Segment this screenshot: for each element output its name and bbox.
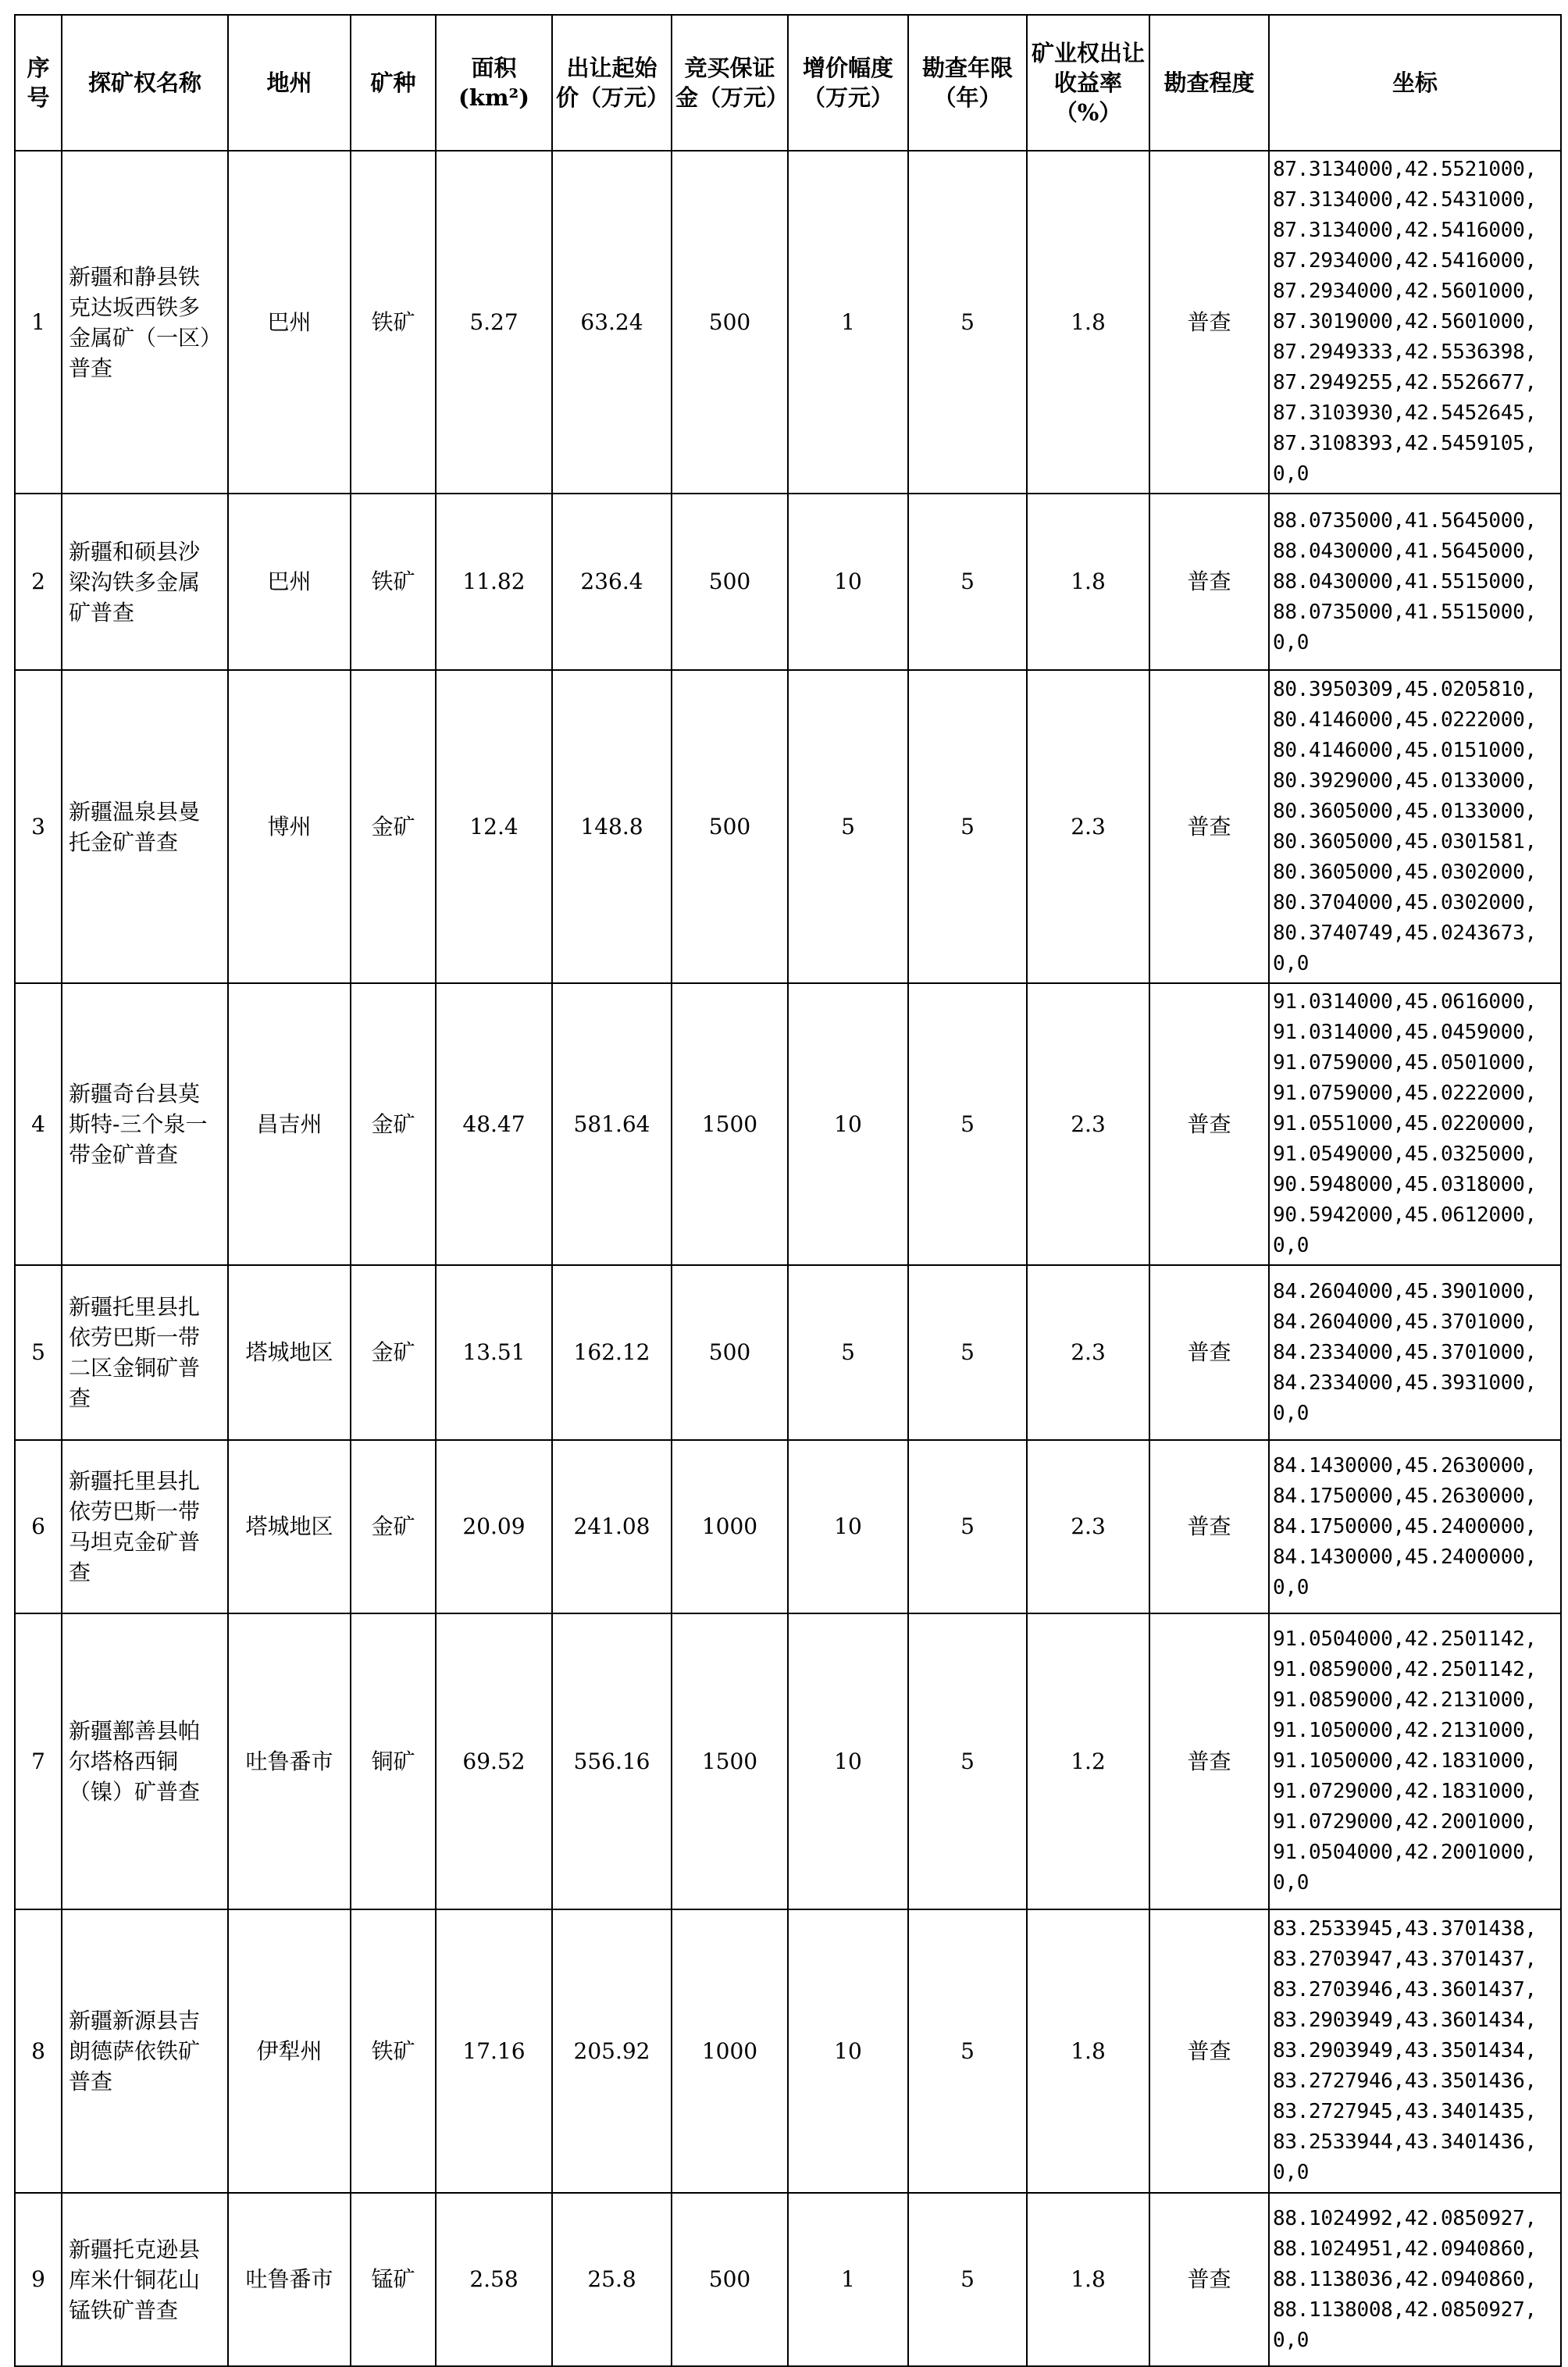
cell-seq: 4 <box>15 983 62 1265</box>
cell-coords: 91.0314000,45.0616000, 91.0314000,45.0459000, 91.0759000,45.0501000, 91.0759000,45.0222000, 91.0551000,45.0220000, 91.0549000,45.0325000, 90.5948000,45.0318000, 90.5942000,45.0612000, 0,0 <box>1269 983 1561 1265</box>
cell-name: 新疆和硕县沙梁沟铁多金属矿普查 <box>62 494 228 670</box>
cell-deposit: 500 <box>672 2193 788 2366</box>
cell-area: 11.82 <box>436 494 552 670</box>
cell-rate: 1.8 <box>1027 2193 1149 2366</box>
cell-start-price: 241.08 <box>552 1440 672 1613</box>
cell-coords: 87.3134000,42.5521000, 87.3134000,42.5431000, 87.3134000,42.5416000, 87.2934000,42.5416000, 87.2934000,42.5601000, 87.3019000,42.5601000, 87.2949333,42.5536398, 87.2949255,42.5526677, 87.3103930,42.5452645, 87.3108393,42.5459105, 0,0 <box>1269 151 1561 494</box>
cell-increment: 10 <box>788 1909 908 2193</box>
header-mineral: 矿种 <box>351 15 436 151</box>
table-row <box>15 1265 1561 1440</box>
cell-increment: 1 <box>788 2193 908 2366</box>
cell-mineral: 锰矿 <box>351 2193 436 2366</box>
cell-area: 13.51 <box>436 1265 552 1440</box>
cell-deposit: 500 <box>672 670 788 983</box>
cell-period: 5 <box>908 983 1027 1265</box>
table-row <box>15 1613 1561 1909</box>
cell-start-price: 148.8 <box>552 670 672 983</box>
table-row <box>15 494 1561 670</box>
cell-degree: 普查 <box>1149 151 1269 494</box>
cell-coords: 83.2533945,43.3701438, 83.2703947,43.3701437, 83.2703946,43.3601437, 83.2903949,43.3601434, 83.2903949,43.3501434, 83.2727946,43.3501436, 83.2727945,43.3401435, 83.2533944,43.3401436, 0,0 <box>1269 1909 1561 2193</box>
cell-prefecture: 伊犁州 <box>228 1909 351 2193</box>
cell-mineral: 金矿 <box>351 1440 436 1613</box>
header-start-price: 出让起始价（万元） <box>552 15 672 151</box>
cell-degree: 普查 <box>1149 1613 1269 1909</box>
mining-rights-table <box>14 14 1562 2367</box>
header-deposit: 竞买保证金（万元） <box>672 15 788 151</box>
cell-prefecture: 昌吉州 <box>228 983 351 1265</box>
cell-seq: 1 <box>15 151 62 494</box>
cell-increment: 10 <box>788 1613 908 1909</box>
cell-area: 17.16 <box>436 1909 552 2193</box>
header-row <box>15 15 1561 151</box>
cell-period: 5 <box>908 1613 1027 1909</box>
cell-deposit: 1500 <box>672 983 788 1265</box>
cell-period: 5 <box>908 151 1027 494</box>
cell-seq: 8 <box>15 1909 62 2193</box>
cell-coords: 88.0735000,41.5645000, 88.0430000,41.5645000, 88.0430000,41.5515000, 88.0735000,41.5515000, 0,0 <box>1269 494 1561 670</box>
header-increment: 增价幅度（万元） <box>788 15 908 151</box>
cell-mineral: 金矿 <box>351 1265 436 1440</box>
cell-prefecture: 吐鲁番市 <box>228 1613 351 1909</box>
cell-area: 5.27 <box>436 151 552 494</box>
cell-seq: 9 <box>15 2193 62 2366</box>
cell-coords: 84.1430000,45.2630000, 84.1750000,45.2630000, 84.1750000,45.2400000, 84.1430000,45.2400000, 0,0 <box>1269 1440 1561 1613</box>
cell-prefecture: 塔城地区 <box>228 1265 351 1440</box>
cell-area: 48.47 <box>436 983 552 1265</box>
cell-prefecture: 巴州 <box>228 151 351 494</box>
cell-rate: 1.8 <box>1027 151 1149 494</box>
cell-start-price: 556.16 <box>552 1613 672 1909</box>
cell-prefecture: 塔城地区 <box>228 1440 351 1613</box>
cell-degree: 普查 <box>1149 670 1269 983</box>
table-row <box>15 670 1561 983</box>
header-name: 探矿权名称 <box>62 15 228 151</box>
cell-coords: 84.2604000,45.3901000, 84.2604000,45.3701000, 84.2334000,45.3701000, 84.2334000,45.3931000, 0,0 <box>1269 1265 1561 1440</box>
cell-seq: 3 <box>15 670 62 983</box>
cell-deposit: 1500 <box>672 1613 788 1909</box>
table-row <box>15 151 1561 494</box>
cell-start-price: 236.4 <box>552 494 672 670</box>
table-row <box>15 1440 1561 1613</box>
cell-start-price: 162.12 <box>552 1265 672 1440</box>
cell-start-price: 581.64 <box>552 983 672 1265</box>
cell-area: 69.52 <box>436 1613 552 1909</box>
cell-seq: 2 <box>15 494 62 670</box>
cell-rate: 1.8 <box>1027 494 1149 670</box>
cell-rate: 1.8 <box>1027 1909 1149 2193</box>
cell-area: 2.58 <box>436 2193 552 2366</box>
cell-degree: 普查 <box>1149 494 1269 670</box>
cell-deposit: 500 <box>672 151 788 494</box>
cell-prefecture: 吐鲁番市 <box>228 2193 351 2366</box>
cell-mineral: 铜矿 <box>351 1613 436 1909</box>
cell-degree: 普查 <box>1149 2193 1269 2366</box>
cell-seq: 5 <box>15 1265 62 1440</box>
cell-rate: 1.2 <box>1027 1613 1149 1909</box>
cell-prefecture: 巴州 <box>228 494 351 670</box>
cell-increment: 10 <box>788 1440 908 1613</box>
cell-deposit: 500 <box>672 1265 788 1440</box>
header-rate: 矿业权出让收益率（%） <box>1027 15 1149 151</box>
cell-increment: 5 <box>788 1265 908 1440</box>
cell-increment: 5 <box>788 670 908 983</box>
cell-mineral: 金矿 <box>351 670 436 983</box>
cell-name: 新疆奇台县莫斯特-三个泉一带金矿普查 <box>62 983 228 1265</box>
cell-period: 5 <box>908 494 1027 670</box>
cell-rate: 2.3 <box>1027 1440 1149 1613</box>
cell-start-price: 205.92 <box>552 1909 672 2193</box>
cell-period: 5 <box>908 1909 1027 2193</box>
cell-increment: 10 <box>788 983 908 1265</box>
cell-name: 新疆托克逊县库米什铜花山锰铁矿普查 <box>62 2193 228 2366</box>
cell-name: 新疆温泉县曼托金矿普查 <box>62 670 228 983</box>
table-row <box>15 983 1561 1265</box>
cell-mineral: 铁矿 <box>351 494 436 670</box>
header-period: 勘查年限（年） <box>908 15 1027 151</box>
cell-degree: 普查 <box>1149 1440 1269 1613</box>
cell-coords: 88.1024992,42.0850927, 88.1024951,42.0940860, 88.1138036,42.0940860, 88.1138008,42.0850927, 0,0 <box>1269 2193 1561 2366</box>
header-coords: 坐标 <box>1269 15 1561 151</box>
table-row <box>15 1909 1561 2193</box>
cell-degree: 普查 <box>1149 1909 1269 2193</box>
cell-degree: 普查 <box>1149 1265 1269 1440</box>
cell-rate: 2.3 <box>1027 670 1149 983</box>
cell-area: 20.09 <box>436 1440 552 1613</box>
cell-mineral: 金矿 <box>351 983 436 1265</box>
table-row <box>15 2193 1561 2366</box>
cell-period: 5 <box>908 1265 1027 1440</box>
cell-coords: 80.3950309,45.0205810, 80.4146000,45.0222000, 80.4146000,45.0151000, 80.3929000,45.0133000, 80.3605000,45.0133000, 80.3605000,45.0301581, 80.3605000,45.0302000, 80.3704000,45.0302000, 80.3740749,45.0243673, 0,0 <box>1269 670 1561 983</box>
cell-increment: 10 <box>788 494 908 670</box>
cell-seq: 7 <box>15 1613 62 1909</box>
cell-increment: 1 <box>788 151 908 494</box>
header-seq: 序号 <box>15 15 62 151</box>
cell-area: 12.4 <box>436 670 552 983</box>
cell-start-price: 63.24 <box>552 151 672 494</box>
cell-rate: 2.3 <box>1027 983 1149 1265</box>
header-area: 面积(km²) <box>436 15 552 151</box>
cell-period: 5 <box>908 670 1027 983</box>
cell-deposit: 500 <box>672 494 788 670</box>
cell-name: 新疆鄯善县帕尔塔格西铜（镍）矿普查 <box>62 1613 228 1909</box>
cell-rate: 2.3 <box>1027 1265 1149 1440</box>
header-prefecture: 地州 <box>228 15 351 151</box>
cell-deposit: 1000 <box>672 1440 788 1613</box>
cell-degree: 普查 <box>1149 983 1269 1265</box>
cell-mineral: 铁矿 <box>351 151 436 494</box>
cell-name: 新疆托里县扎依劳巴斯一带马坦克金矿普查 <box>62 1440 228 1613</box>
header-degree: 勘查程度 <box>1149 15 1269 151</box>
cell-prefecture: 博州 <box>228 670 351 983</box>
cell-coords: 91.0504000,42.2501142, 91.0859000,42.2501142, 91.0859000,42.2131000, 91.1050000,42.2131000, 91.1050000,42.1831000, 91.0729000,42.1831000, 91.0729000,42.2001000, 91.0504000,42.2001000, 0,0 <box>1269 1613 1561 1909</box>
cell-seq: 6 <box>15 1440 62 1613</box>
cell-period: 5 <box>908 1440 1027 1613</box>
cell-name: 新疆托里县扎依劳巴斯一带二区金铜矿普查 <box>62 1265 228 1440</box>
cell-name: 新疆和静县铁克达坂西铁多金属矿（一区）普查 <box>62 151 228 494</box>
cell-period: 5 <box>908 2193 1027 2366</box>
cell-deposit: 1000 <box>672 1909 788 2193</box>
cell-name: 新疆新源县吉朗德萨依铁矿普查 <box>62 1909 228 2193</box>
cell-mineral: 铁矿 <box>351 1909 436 2193</box>
cell-start-price: 25.8 <box>552 2193 672 2366</box>
